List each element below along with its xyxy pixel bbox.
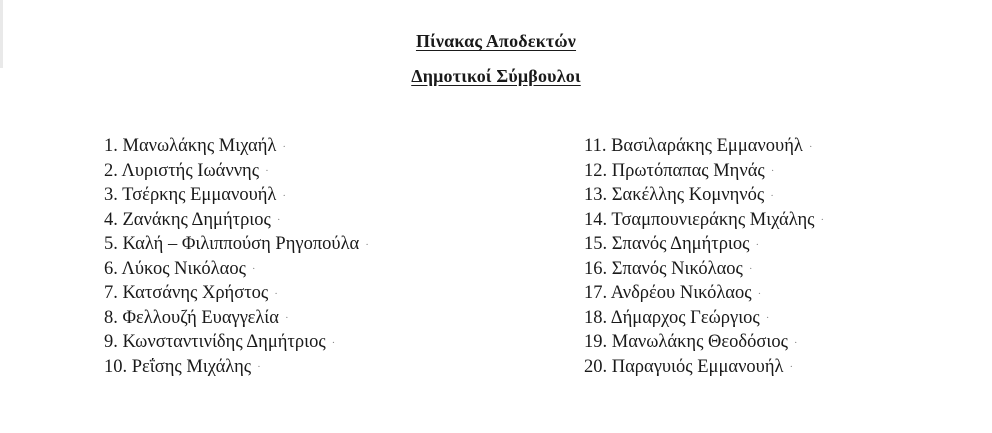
recipient-list-right (584, 134, 824, 379)
recipient-number: 5. (104, 234, 118, 254)
scan-speck-mark: · (365, 238, 369, 251)
recipient-number: 3. (104, 185, 118, 205)
recipient-name: Ζανάκης Δημήτριος (122, 209, 271, 230)
recipient-name: Σπανός Νικόλαος (611, 258, 743, 279)
recipient-number: 15. (584, 234, 608, 254)
recipient-entry (104, 355, 369, 380)
scan-speck-mark: · (793, 336, 798, 349)
recipient-entry (104, 306, 369, 331)
recipient-name: Φελλουζή Ευαγγελία (122, 307, 279, 328)
recipient-name: Ρεΐσης Μιχάλης (131, 356, 252, 377)
recipient-name: Παραγυιός Εμμανουήλ (611, 356, 784, 377)
scan-speck-mark: · (789, 361, 794, 373)
recipient-entry (584, 355, 824, 380)
recipient-name: Δήμαρχος Γεώργιος (610, 307, 760, 328)
recipient-number: 14. (584, 209, 608, 230)
recipient-name: Ανδρέου Νικόλαος (610, 283, 752, 303)
recipient-entry (104, 330, 369, 355)
scan-speck-mark: · (770, 165, 775, 177)
recipient-entry (104, 281, 369, 306)
scan-speck-mark: · (808, 140, 813, 153)
recipient-number: 9. (104, 332, 118, 352)
recipient-number: 1. (104, 136, 118, 156)
recipient-name: Πρωτόπαπας Μηνάς (611, 160, 765, 181)
recipient-number: 19. (584, 332, 608, 352)
recipient-number: 4. (104, 209, 118, 230)
recipient-name: Καλή – Φιλιππούση Ρηγοπούλα (122, 234, 360, 254)
recipient-entry (584, 159, 824, 184)
recipient-name: Τσαμπουνιεράκης Μιχάλης (611, 209, 815, 230)
scan-speck-mark: · (251, 263, 256, 275)
recipient-entry (584, 208, 824, 233)
recipient-entry (584, 134, 824, 159)
recipient-entry (104, 208, 369, 233)
recipient-number: 11. (584, 136, 607, 156)
scan-speck-mark: · (257, 361, 261, 373)
recipient-name: Τσέρκης Εμμανουήλ (122, 185, 277, 205)
document-title: Πίνακας Αποδεκτών (415, 31, 577, 51)
scan-speck-mark: · (748, 263, 753, 275)
scan-speck-mark: · (265, 165, 269, 177)
recipient-entry (104, 232, 369, 257)
recipient-entry (584, 183, 824, 208)
recipient-number: 18. (584, 307, 608, 328)
recipient-name: Σακέλλης Κομνηνός (611, 185, 765, 205)
recipient-entry (104, 183, 369, 208)
recipient-name: Μανωλάκης Μιχαήλ (122, 136, 277, 156)
recipient-name: Κωνσταντινίδης Δημήτριος (122, 332, 326, 352)
recipient-number: 10. (104, 356, 128, 377)
recipient-entry (584, 257, 824, 282)
recipient-number: 2. (104, 160, 118, 181)
scan-speck-mark: · (755, 238, 760, 251)
scan-speck-mark: · (282, 140, 287, 153)
scan-speck-mark: · (757, 287, 762, 300)
scan-speck-mark: · (282, 189, 287, 202)
scan-speck-mark: · (770, 189, 774, 202)
recipient-entry (104, 257, 369, 282)
recipient-number: 7. (104, 283, 118, 303)
recipient-entry (104, 134, 369, 159)
recipient-name: Βασιλαράκης Εμμανουήλ (611, 136, 803, 156)
document-subtitle: Δημοτικοί Σύμβουλοι (411, 66, 581, 86)
scan-speck-mark: · (284, 312, 289, 324)
recipient-name: Κατσάνης Χρήστος (122, 283, 269, 303)
recipient-entry (584, 232, 824, 257)
scan-speck-mark: · (276, 214, 281, 226)
scan-speck-mark: · (274, 287, 278, 300)
recipient-entry (104, 159, 369, 184)
recipient-name: Μανωλάκης Θεοδόσιος (611, 332, 788, 352)
recipient-number: 12. (584, 160, 608, 181)
recipient-name: Σπανός Δημήτριος (611, 234, 750, 254)
recipient-entry (584, 306, 824, 331)
recipient-name: Λύκος Νικόλαος (121, 258, 246, 279)
recipient-entry (584, 281, 824, 306)
scan-speck-mark: · (765, 312, 770, 324)
recipient-number: 20. (584, 356, 608, 377)
recipient-name: Λυριστής Ιωάννης (121, 160, 260, 181)
recipient-number: 8. (104, 307, 118, 328)
scan-speck-mark: · (820, 214, 825, 226)
recipient-list-left (104, 134, 369, 379)
scan-speck-mark: · (331, 336, 336, 349)
recipient-number: 16. (584, 258, 608, 279)
recipient-number: 13. (584, 185, 608, 205)
recipient-entry (584, 330, 824, 355)
recipient-number: 6. (104, 258, 118, 279)
recipient-number: 17. (584, 283, 608, 303)
